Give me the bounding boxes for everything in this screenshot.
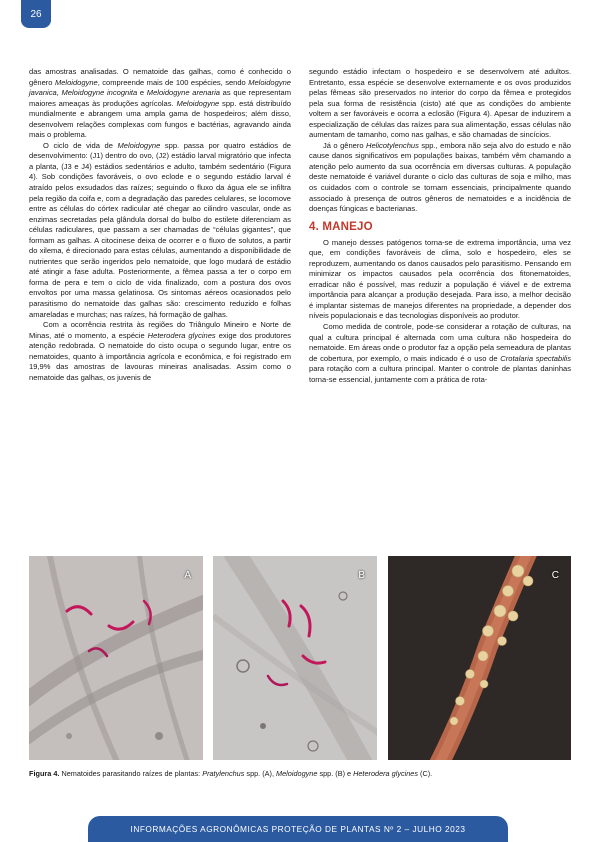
paragraph: segundo estádio infectam o hospedeiro e se desenvolvem até adultos. Entretanto, essa espécie se desenvolve externamente e os ovos produzidos pelas fêmeas são preservados no interior do corpo da fêmea e protegidos pela sua forma de resistência (cisto) até que as condições do ambiente voltem a ser favoráveis e ocorra a eclosão (Figura 4). Apesar de induzirem a especialização de células das raízes para sua alimentação, essas células não aumentam de tamanho, como nas galhas, e são chamadas de sincícios.	[309, 67, 571, 140]
figure-caption: Figura 4. Nematoides parasitando raízes de plantas: Pratylenchus spp. (A), Meloidogyne spp. (B) e Heterodera glycines (C).	[29, 769, 433, 778]
article-body	[29, 67, 571, 545]
paragraph: O manejo desses patógenos torna-se de extrema importância, uma vez que, em condições favoráveis de clima, solo e hospedeiro, eles se reproduzem, aumentando os danos causados pelo parasitismo. Pensando em minimizar os impactos causados pela ocorrência dos fitonematoides, erradicar não é possível, mas reduzir a população é viável e de extrema importância para alcançar a produção desejada. Para isso, a melhor decisão é implantar sistemas de manejos diferentes na propriedade, a depender dos níveis populacionais e das tecnologias disponíveis ao produtor.	[309, 237, 571, 321]
footer-text: INFORMAÇÕES AGRONÔMICAS PROTEÇÃO DE PLANTAS Nº 2 – JULHO 2023	[130, 824, 466, 834]
figure-4	[29, 556, 571, 760]
figure-label: B	[358, 570, 365, 581]
paragraph: O ciclo de vida de Meloidogyne spp. passa por quatro estádios de desenvolvimento: (J1) dentro do ovo, (J2) estádio larval migratório que infecta a planta, (J3 e J4) estádios sedentários e adulto, também sedentário (Figura 4). Sob condições favoráveis, o ovo eclode e o segundo estádio larval é atraído pelos exsudados das raízes; seguindo o fluxo da água ele se infiltra pela região da coifa e, com a degradação das paredes celulares, se locomove entre as células do córtex radicular até chegar ao cilindro vascular, onde as enzimas secretadas pela glândula dorsal do bulbo do estilete diferenciam as células radiculares, que passam a ser chamadas de “células gigantes”, que formam as galhas. A citocinese deixa de ocorrer e o fluxo de solutos, a partir do xilema, é direcionado para estas células, aumentando a disponibilidade de nutrientes que serão ingeridos pelo nematoide, que logo mudará de estádio até atingir a fase adulta. Posteriormente, a fêmea passa a ter o corpo em forma de pera e tem o ciclo de vida finalizado, com a postura dos ovos envoltos por uma massa gelatinosa. Os sintomas aéreos ocasionados pelo parasitismo do nematoide das galhas são: crescimento reduzido e folhas amareladas e murchas; nas raízes, há formação de galhas.	[29, 140, 291, 319]
right-column	[309, 67, 571, 385]
figure-label: C	[551, 570, 559, 581]
left-column	[29, 67, 291, 383]
footer-banner	[88, 816, 508, 842]
paragraph: das amostras analisadas. O nematoide das galhas, como é conhecido o gênero Meloidogyne, compreende mais de 100 espécies, sendo Meloidogyne javanica, Meloidogyne incognita e Meloidogyne arenaria as que representam maiores ameaças às produções agrícolas. Meloidogyne spp. está distribuído mundialmente e abrangem uma ampla gama de hospedeiros; além disso, desenvolvem relações complexas com fungos e bactérias, agravando ainda mais o problema.	[29, 67, 292, 140]
paragraph: Como medida de controle, pode-se considerar a rotação de culturas, na qual a cultura principal é alternada com uma cultura não hospedeira do nematoide. Em áreas onde o produtor faz a opção pela semeadura de plantas de cobertura, por exemplo, o mais indicado é o uso de Crotalaria spectabilis para rotação com a cultura principal. Manter o controle de plantas daninhas torna-se essencial, juntamente com a prática de rota-	[309, 322, 571, 384]
photo-heterodera-cysts	[388, 556, 571, 760]
paragraph: Com a ocorrência restrita às regiões do Triângulo Mineiro e Norte de Minas, até o momento, a espécie Heterodera glycines exige dos produtores atenção redobrada. O nematoide do cisto ocupa o segundo lugar, entre os nematoides, quanto à importância agrícola e econômica, e foi registrado em 19,9% das amostras de lavouras mineiras analisadas. Assim como o nematoide das galhas, os juvenis de	[29, 320, 291, 382]
micrograph-meloidogyne	[213, 556, 377, 760]
section-heading: 4. MANEJO	[309, 220, 373, 233]
micrograph-pratylenchus	[29, 556, 203, 760]
figure-label: A	[184, 570, 191, 581]
paragraph: Já o gênero Helicotylenchus spp., embora não seja alvo do estudo e não cause danos significativos em populações baixas, também vêm chamando a atenção pelo aumento da sua ocorrência em diversas culturas. A população deste nematoide é variável durante o ciclo das culturas de soja e milho, mas os cuidados com o controle se tornam essenciais, principalmente quando associado à presença de outros gêneros de nematoides e a incidência de doenças fúngicas e bacterianas.	[309, 140, 571, 214]
page-number: 26	[21, 0, 51, 28]
